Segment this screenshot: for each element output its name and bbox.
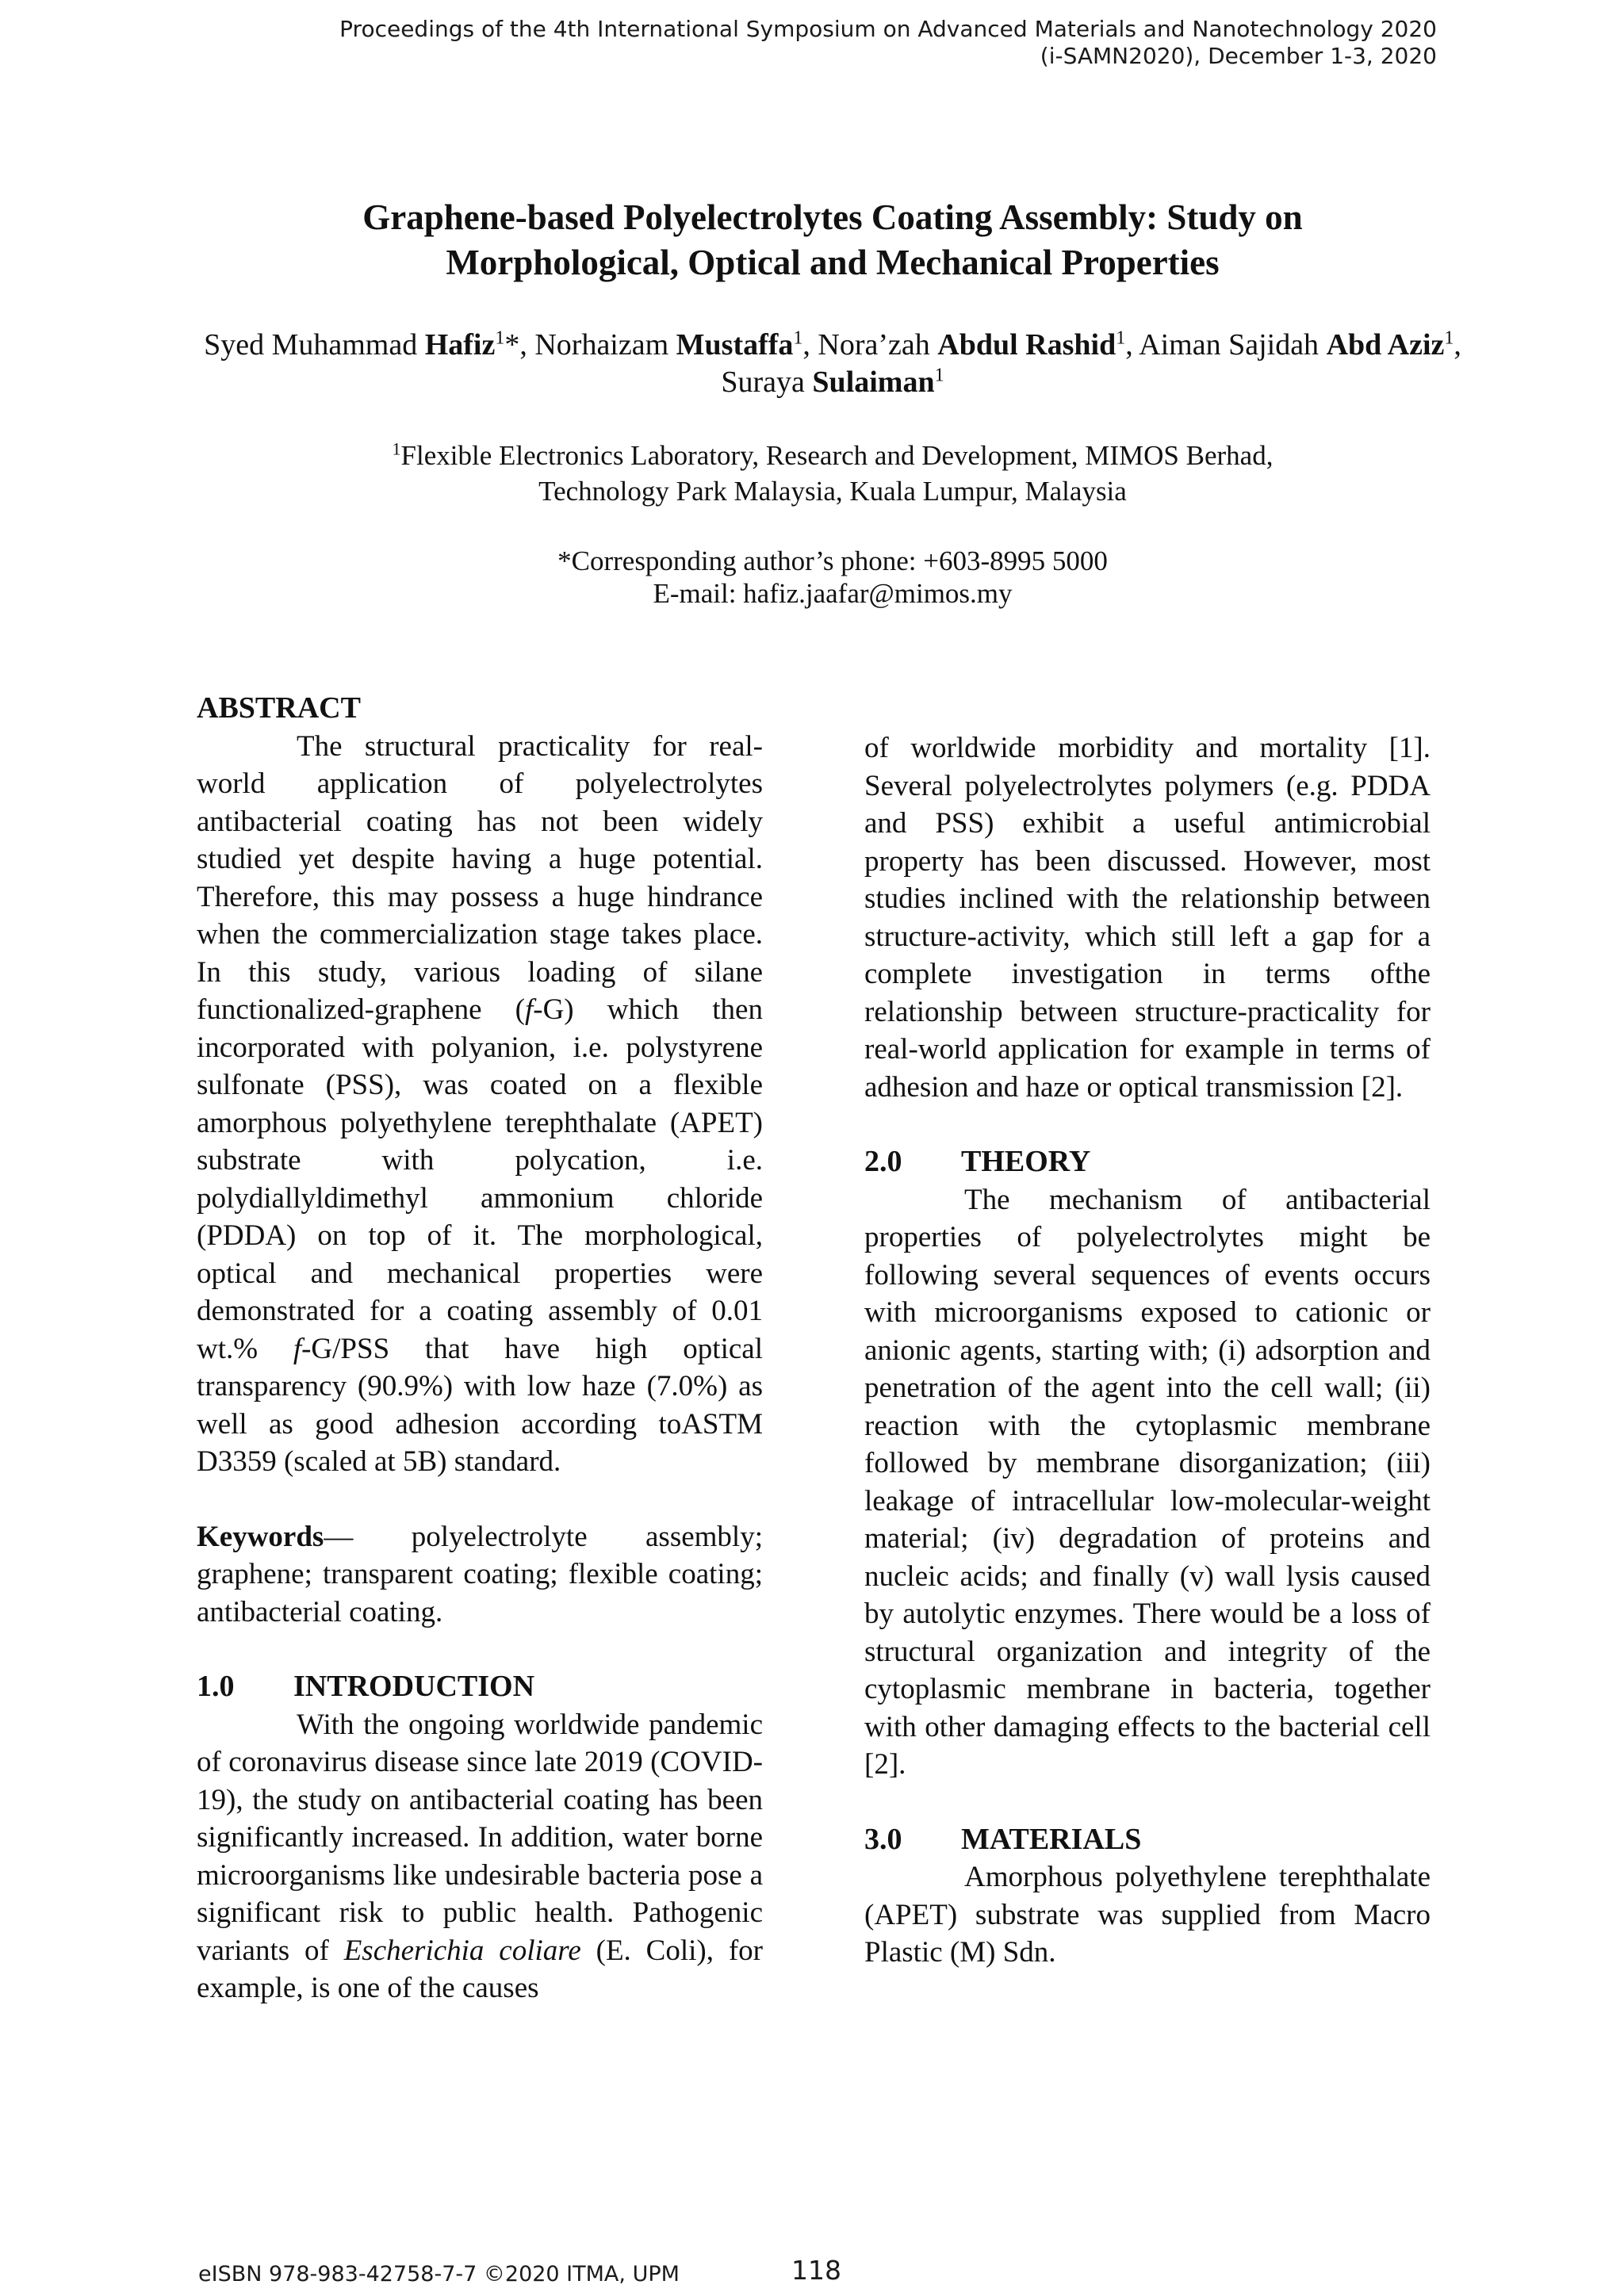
- author-line-1: Syed Muhammad Hafiz$^1$*, Norhaizam Mustaffa$^1$, Nora’zah Abdul Rashid$^1$, Aiman Sajidah Abd Aziz$^1$, Suraya Sulaiman$^1$: [204, 327, 1461, 399]
- page-number: 118: [791, 2255, 841, 2286]
- author-given-name: Norhaizam: [534, 328, 669, 362]
- section-title: MATERIALS: [961, 1822, 1142, 1856]
- keywords-paragraph: [197, 1518, 763, 1632]
- corresponding-phone: *Corresponding author’s phone: +603-8995 5000: [557, 545, 1108, 576]
- section-number: 3.0: [864, 1822, 902, 1856]
- theory-heading: [864, 1143, 1431, 1181]
- author-list: [198, 327, 1467, 401]
- corresponding-email: E-mail: hafiz.jaafar@mimos.my: [653, 578, 1013, 609]
- section-number: 1.0: [197, 1670, 235, 1703]
- author-affiliation-marker: 1: [793, 327, 803, 349]
- right-column: [864, 729, 1431, 1972]
- abstract-heading: ABSTRACT: [197, 691, 361, 725]
- introduction-heading: [197, 1668, 763, 1706]
- abstract-text-3: -G/PSS that have high optical transparency (90.9%) with low haze (7.0%) as well as good adhesion according toASTM D3359 (scaled at 5B) standard.: [197, 1332, 763, 1478]
- abstract-italic-f: f: [293, 1332, 302, 1365]
- author-given-name: Aiman Sajidah: [1139, 328, 1320, 362]
- running-header: [168, 16, 1437, 70]
- left-column: [197, 690, 763, 2007]
- affiliation-text-1: Flexible Electronics Laboratory, Research and Development, MIMOS Berhad,: [400, 440, 1274, 471]
- introduction-text-1: With the ongoing worldwide pandemic of coronavirus disease since late 2019 (COVID-19), the study on antibacterial coating has been significantly increased. In addition, water borne microorganisms like undesirable bacteria pose a significant risk to public health. Pathogenic variants of: [197, 1708, 763, 1967]
- materials-heading: [864, 1821, 1431, 1859]
- footer-isbn: eISBN 978-983-42758-7-7 ©2020 ITMA, UPM: [198, 2262, 680, 2286]
- species-name: Escherichia coliare: [343, 1934, 581, 1967]
- abstract-text-1: The structural practicality for real-world application of polyelectrolytes antibacterial coating has not been widely studied yet despite having a huge potential. Therefore, this may possess a huge hindrance when the commercialization stage takes place. In this study, various loading of silane functionalized-graphene (: [197, 729, 763, 1026]
- author-affiliation-marker: 1: [1444, 327, 1454, 349]
- materials-paragraph: Amorphous polyethylene terephthalate (APET) substrate was supplied from Macro Plastic (M) Sdn.: [864, 1861, 1431, 1969]
- affiliation: [198, 438, 1467, 509]
- author-family-name: Sulaiman: [812, 365, 935, 399]
- affiliation-line-1: [198, 438, 1467, 473]
- keywords-dash: —: [324, 1520, 354, 1553]
- spacer: [864, 1106, 1431, 1143]
- author-given-name: Suraya: [721, 365, 805, 399]
- affiliation-marker: 1: [392, 438, 401, 459]
- affiliation-line-2: Technology Park Malaysia, Kuala Lumpur, Malaysia: [538, 476, 1127, 507]
- spacer: [197, 1481, 763, 1518]
- abstract-text-2: -G) which then incorporated with polyanion, i.e. polystyrene sulfonate (PSS), was coated on a flexible amorphous polyethylene terephthalate (APET) substrate with polycation, i.e. polydiallyldimethyl ammonium chloride (PDDA) on top of it. The morphological, optical and mechanical properties were demonstrated for a coating assembly of 0.01 wt.%: [197, 993, 763, 1365]
- spacer: [864, 1784, 1431, 1821]
- section-number: 2.0: [864, 1145, 902, 1178]
- keywords-label: Keywords: [197, 1520, 324, 1553]
- corresponding-marker: *: [504, 328, 520, 362]
- paper-title-line-2: Morphological, Optical and Mechanical Properties: [446, 243, 1220, 282]
- author-affiliation-marker: 1: [934, 365, 944, 386]
- author-family-name: Abd Aziz: [1326, 328, 1445, 362]
- author-affiliation-marker: 1: [1116, 327, 1126, 349]
- author-family-name: Mustaffa: [676, 328, 794, 362]
- introduction-continued: of worldwide morbidity and mortality [1]. Several polyelectrolytes polymers (e.g. PDDA and PSS) exhibit a useful antimicrobial property has been discussed. However, most studies inclined with the relationship between structure-activity, which still left a gap for a complete investigation in terms ofthe relationship between structure-practicality for real-world application for example in terms of adhesion and haze or optical transmission [2].: [864, 732, 1431, 1104]
- author-given-name: Syed Muhammad: [204, 328, 418, 362]
- abstract-italic-f: f: [524, 993, 534, 1026]
- introduction-text-2: (E. Coli), for example, is one of the causes: [197, 1934, 764, 2004]
- section-title: THEORY: [961, 1145, 1091, 1178]
- theory-paragraph: The mechanism of antibacterial properties of polyelectrolytes might be following several sequences of events occurs with microorganisms exposed to cationic or anionic agents, starting with; (i) adsorption and penetration of the agent into the cell wall; (ii) reaction with the cytoplasmic membrane followed by membrane disorganization; (iii) leakage of intracellular low-molecular-weight material; (iv) degradation of proteins and nucleic acids; and finally (v) wall lysis caused by autolytic enzymes. There would be a loss of structural organization and integrity of the cytoplasmic membrane in bacteria, together with other damaging effects to the bacterial cell [2].: [864, 1183, 1431, 1781]
- author-affiliation-marker: 1: [495, 327, 505, 349]
- running-header-line-1: Proceedings of the 4th International Symposium on Advanced Materials and Nanotechnology 2020: [339, 16, 1437, 42]
- author-given-name: Nora’zah: [818, 328, 930, 362]
- paper-title: [198, 195, 1467, 285]
- author-family-name: Abdul Rashid: [937, 328, 1116, 362]
- introduction-paragraph: [197, 1706, 763, 2007]
- running-header-line-2: (i-SAMN2020), December 1-3, 2020: [1040, 43, 1437, 69]
- spacer: [197, 1631, 763, 1668]
- author-family-name: Hafiz: [424, 328, 496, 362]
- section-title: INTRODUCTION: [293, 1670, 535, 1703]
- keywords-text: polyelectrolyte assembly; graphene; transparent coating; flexible coating; antibacterial coating.: [197, 1520, 763, 1628]
- abstract-paragraph: [197, 728, 763, 1481]
- contact-info: [198, 545, 1467, 610]
- paper-title-line-1: Graphene-based Polyelectrolytes Coating Assembly: Study on: [362, 197, 1303, 237]
